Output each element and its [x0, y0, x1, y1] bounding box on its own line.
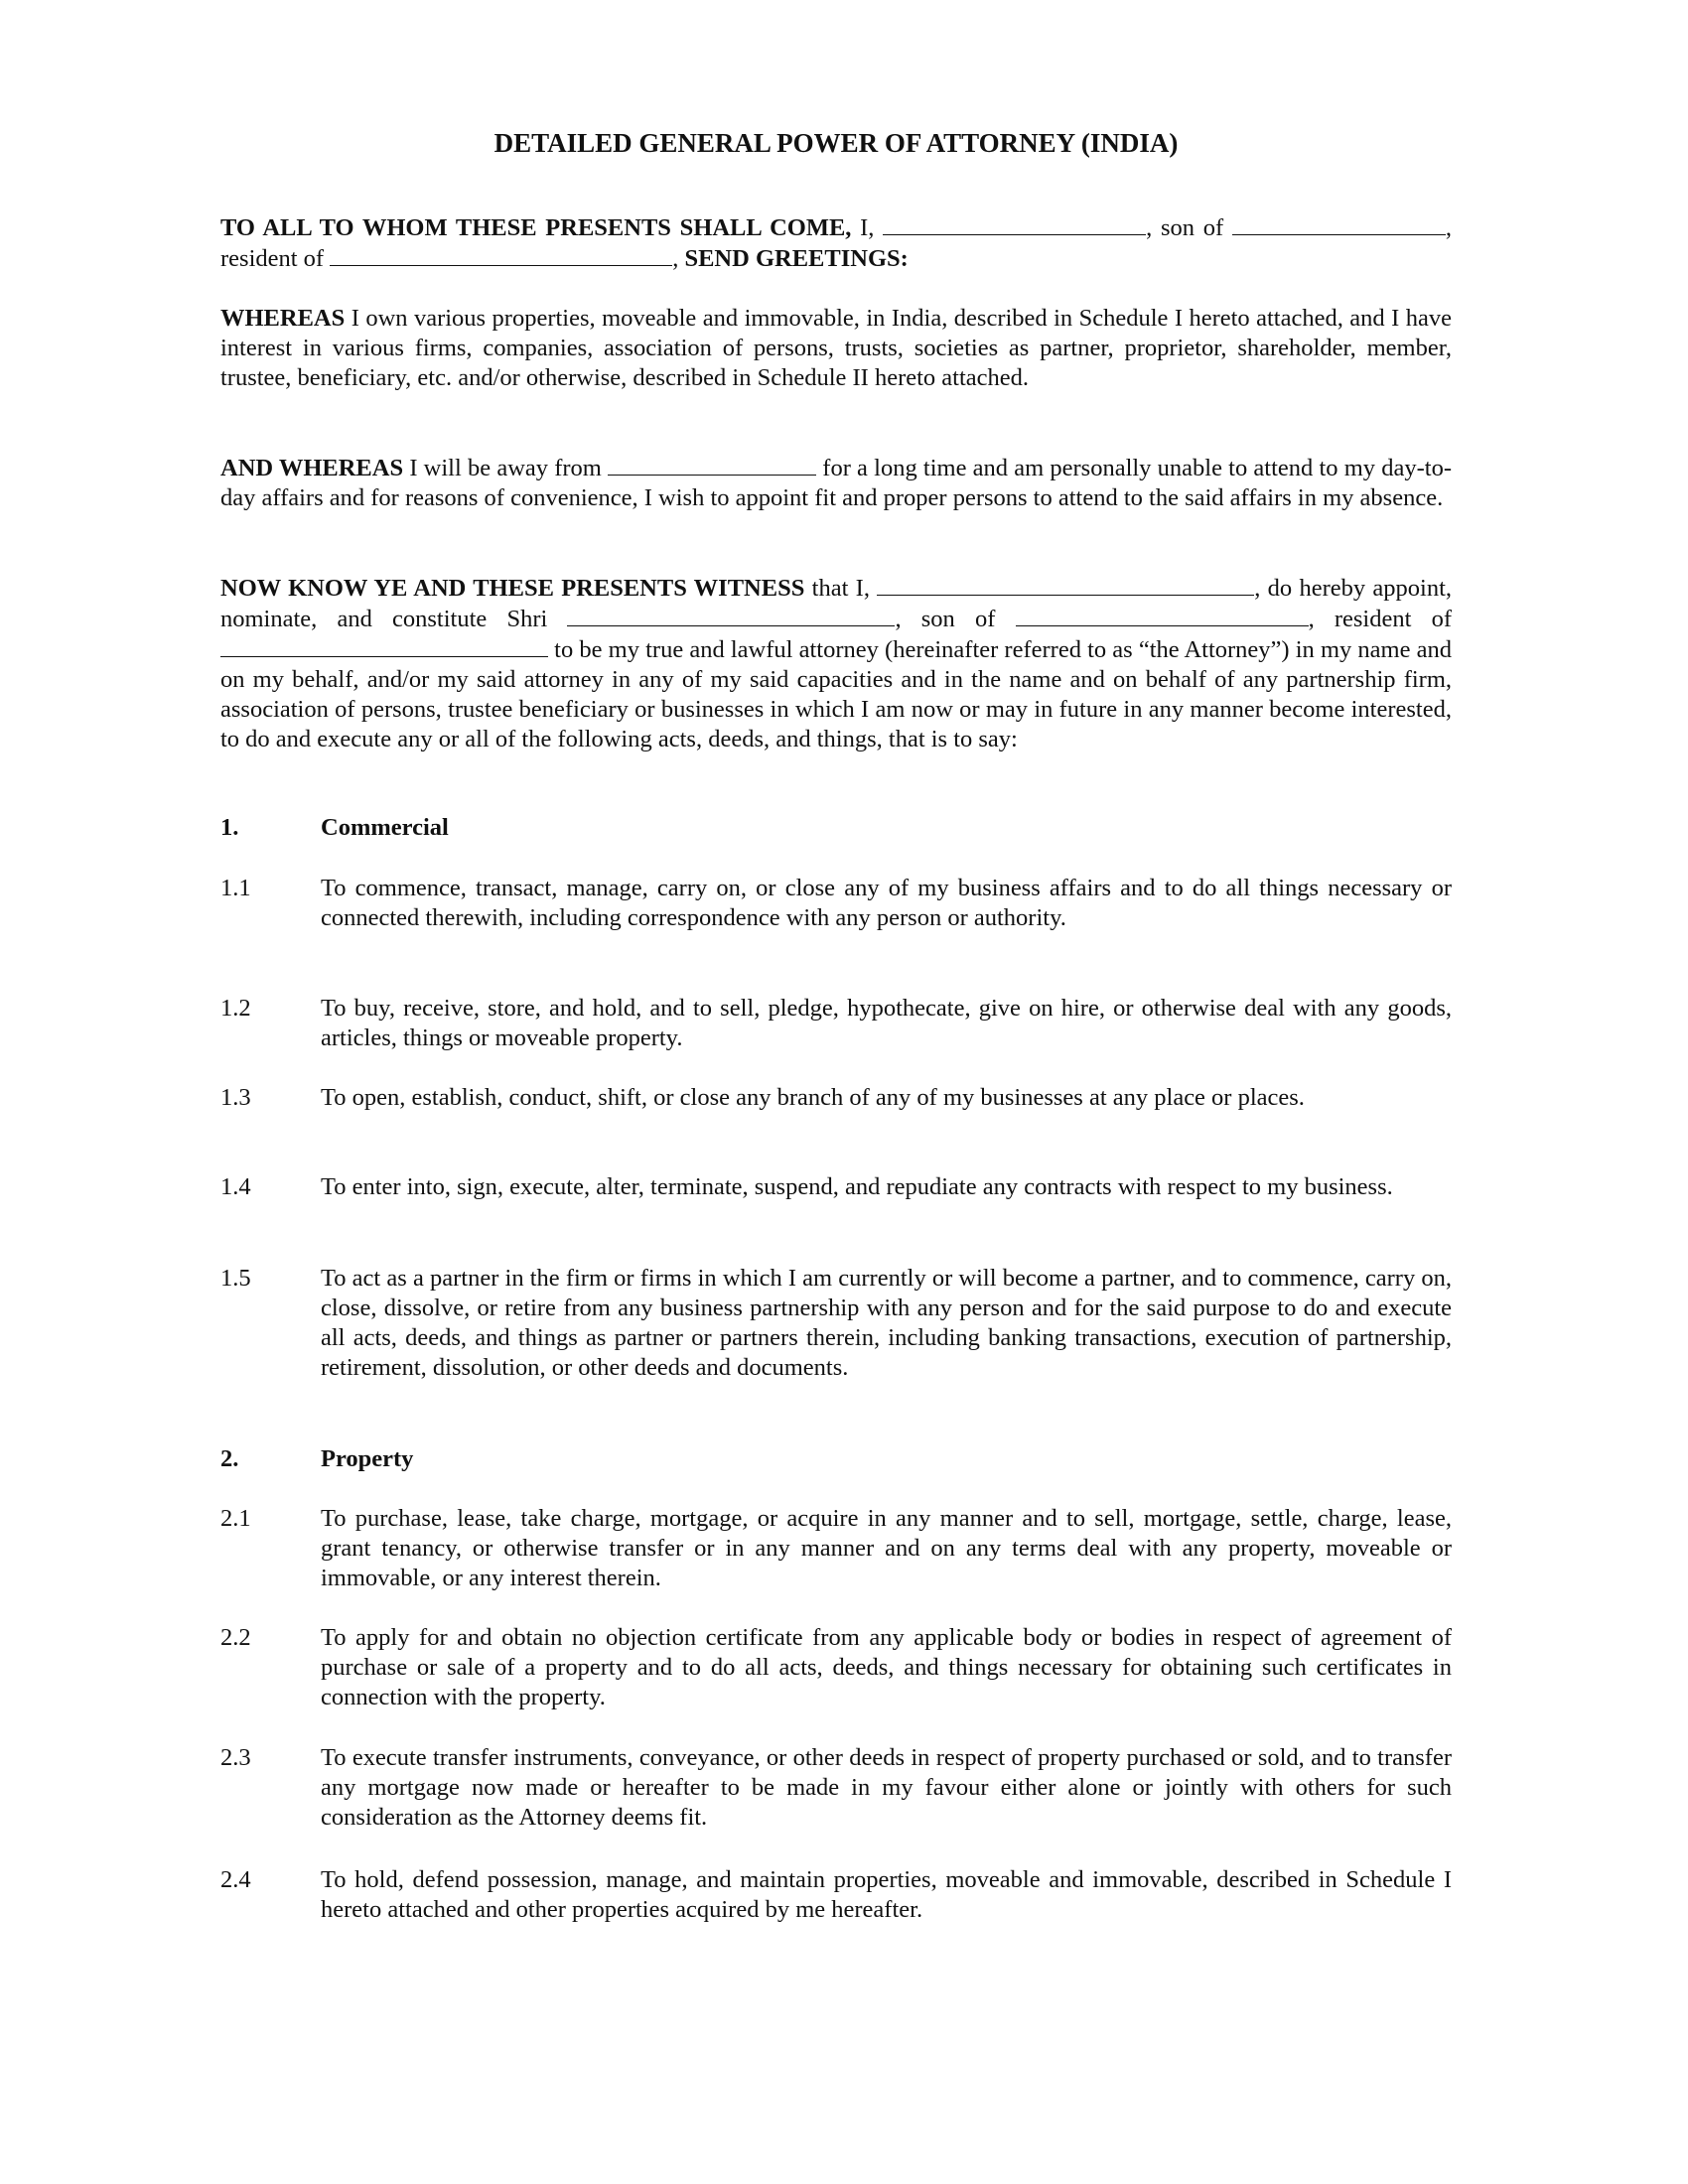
document-title: DETAILED GENERAL POWER OF ATTORNEY (INDIA) [493, 128, 1179, 158]
attorney-father-name-blank[interactable] [1016, 604, 1309, 626]
attorney-residence-blank[interactable] [220, 634, 548, 657]
clause-text: To open, establish, conduct, shift, or close any branch of any of my businesses at any place or places. [321, 1084, 1305, 1111]
witness-text-1: that I, [804, 575, 878, 602]
clause-text: To apply for and obtain no objection certificate from any applicable body or bodies in respect of agreement of purchase or sale of a property and to do all acts, deeds, and things necessary for obtaining such certificates in connection with the property. [321, 1624, 1452, 1710]
witness-text-2: , do hereby appoint, nominate, and constitute Shri [220, 575, 1453, 632]
section-title: Commercial [321, 814, 449, 841]
grantor-name-blank[interactable] [883, 212, 1146, 235]
witness-paragraph [220, 573, 1452, 754]
opening-text-4: , [672, 245, 685, 272]
clause-text: To buy, receive, store, and hold, and to sell, pledge, hypothecate, give on hire, or otherwise deal with any goods, articles, things or moveable property. [321, 995, 1452, 1051]
grantor-residence-blank[interactable] [330, 243, 672, 266]
section-title: Property [321, 1445, 414, 1472]
opening-text-3: , resident of [220, 214, 1452, 272]
opening-paragraph [220, 212, 1452, 274]
and-whereas-lead: AND WHEREAS [220, 455, 404, 481]
opening-lead: TO ALL TO WHOM THESE PRESENTS SHALL COME, [220, 214, 852, 241]
clause-number: 2.3 [220, 1744, 251, 1771]
clause-number: 2.1 [220, 1505, 251, 1532]
clause-number: 2.2 [220, 1624, 251, 1651]
and-whereas-text-2: for a long time and am personally unable to attend to my day-to-day affairs and for reasons of convenience, I wish to appoint fit and proper persons to attend to the said affairs in my absence. [220, 455, 1453, 511]
clause-text: To commence, transact, manage, carry on, or close any of my business affairs and to do all things necessary or connected therewith, including correspondence with any person or authority. [321, 875, 1452, 931]
clause-text: To act as a partner in the firm or firms in which I am currently or will become a partner, and to commence, carry on, close, dissolve, or retire from any business partnership with any person and for the said purpose to do and execute all acts, deeds, and things as partner or partners therein, including banking transactions, execution of partnership, retirement, dissolution, or other deeds and documents. [321, 1265, 1452, 1381]
clause-number: 1.3 [220, 1084, 251, 1111]
away-from-blank[interactable] [608, 453, 816, 476]
witness-lead: NOW KNOW YE AND THESE PRESENTS WITNESS [220, 575, 805, 602]
clause-number: 2.4 [220, 1866, 251, 1893]
witness-text-4: , resident of [1308, 606, 1452, 632]
whereas-lead: WHEREAS [220, 305, 346, 332]
witness-text-3: , son of [895, 606, 1016, 632]
clause-number: 1.5 [220, 1265, 251, 1292]
whereas-paragraph [220, 304, 1452, 393]
witness-text-5: to be my true and lawful attorney (hereinafter referred to as “the Attorney”) in my name and on my behalf, and/or my said attorney in any of my said capacities and in the name and on behalf of any partnership firm, association of persons, trustee beneficiary or businesses in which I am now or may in future in any manner become interested, to do and execute any or all of the following acts, deeds, and things, that is to say: [220, 636, 1452, 752]
clause-text: To enter into, sign, execute, alter, terminate, suspend, and repudiate any contracts with respect to my business. [321, 1173, 1393, 1200]
clause-number: 1.1 [220, 875, 251, 901]
clause-number: 1.2 [220, 995, 251, 1022]
opening-text-1: I, [851, 214, 884, 241]
opening-text-2: , son of [1146, 214, 1232, 241]
clause-text: To execute transfer instruments, conveyance, or other deeds in respect of property purchased or sold, and to transfer any mortgage now made or hereafter to be made in my favour either alone or jointly with others for such consideration as the Attorney deems fit. [321, 1744, 1452, 1831]
and-whereas-paragraph [220, 453, 1452, 513]
whereas-text: I own various properties, moveable and immovable, in India, described in Schedule I hereto attached, and I have interest in various firms, companies, association of persons, trusts, societies as partner, proprietor, shareholder, member, trustee, beneficiary, etc. and/or otherwise, described in Schedule II hereto attached. [220, 305, 1452, 391]
clause-text: To hold, defend possession, manage, and maintain properties, moveable and immovable, described in Schedule I hereto attached and other properties acquired by me hereafter. [321, 1866, 1452, 1923]
principal-name-blank[interactable] [877, 573, 1254, 596]
section-number: 2. [220, 1445, 239, 1472]
opening-tail: SEND GREETINGS: [684, 245, 909, 272]
clause-text: To purchase, lease, take charge, mortgage, or acquire in any manner and to sell, mortgage, settle, charge, lease, grant tenancy, or otherwise transfer or in any manner and on any terms deal with any property, moveable or immovable, or any interest therein. [321, 1505, 1452, 1591]
grantor-father-name-blank[interactable] [1232, 212, 1446, 235]
clause-number: 1.4 [220, 1173, 251, 1200]
and-whereas-text-1: I will be away from [403, 455, 609, 481]
attorney-name-blank[interactable] [567, 604, 895, 626]
section-number: 1. [220, 814, 239, 841]
